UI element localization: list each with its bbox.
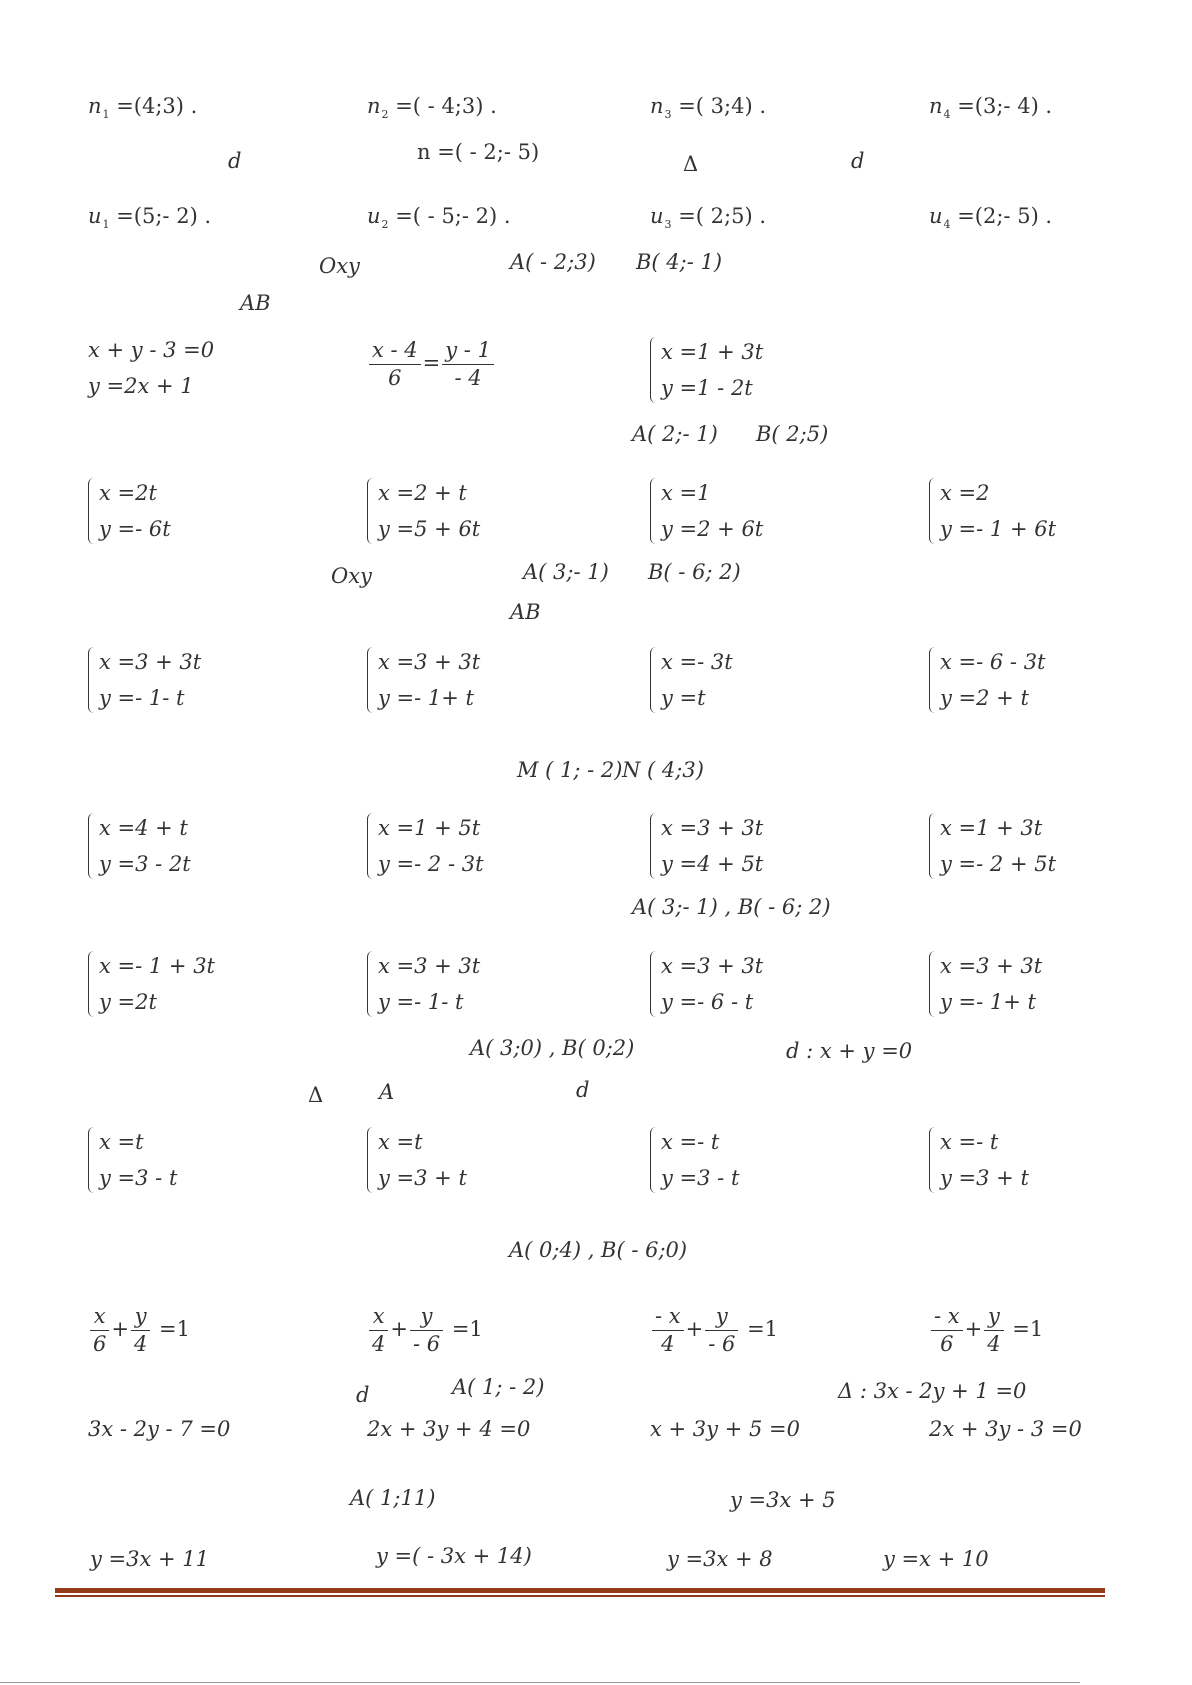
q6-option-c: x =3 + 3t y =4 + 5t (650, 810, 763, 882)
q10-option-c: x + 3y + 5 =0 (650, 1417, 800, 1441)
q6-option-d: x =1 + 3t y =- 2 + 5t (929, 810, 1056, 882)
footer-rule-thin (55, 1595, 1105, 1597)
fraction: $\frac{x}{6}$ (90, 1306, 109, 1355)
q2-normal-vector: n =( - 2;- 5) (417, 140, 540, 164)
q3-option-c: x =1 + 3t y =1 - 2t (650, 334, 763, 406)
q9-option-d: $\frac{- x}{6}$ + $\frac{y}{4}$ =1 (929, 1306, 1043, 1355)
page-bottom-line (0, 1682, 1080, 1683)
q11-line: y =3x + 5 (730, 1488, 836, 1512)
q8-option-a: x =t y =3 - t (88, 1124, 177, 1196)
option-n4: $n_4$ =(3;- 4) . (929, 94, 1053, 121)
q2-delta: Δ (683, 152, 699, 176)
q6-point-n: N ( 4;3) (622, 758, 704, 782)
q9-option-b: $\frac{x}{4}$ + $\frac{y}{- 6}$ =1 (367, 1306, 483, 1355)
q6-point-m: M ( 1; - 2) (517, 758, 623, 782)
q3-point-a: A( - 2;3) (510, 250, 596, 274)
q7-option-c: x =3 + 3t y =- 6 - t (650, 948, 763, 1020)
q3-segment-ab: AB (240, 291, 271, 315)
q5-option-d: x =- 6 - 3t y =2 + t (929, 644, 1046, 716)
option-n1: $n_1$ =(4;3) . (88, 94, 198, 121)
q8-delta: Δ (308, 1083, 324, 1107)
q11-option-c: y =3x + 8 (667, 1547, 773, 1571)
option-u4: $u_4$ =(2;- 5) . (929, 204, 1053, 231)
q4-option-a: x =2t y =- 6t (88, 475, 171, 547)
q10-option-b: 2x + 3y + 4 =0 (367, 1417, 531, 1441)
fraction: $\frac{y}{- 6}$ (705, 1306, 738, 1355)
option-n3: $n_3$ =( 3;4) . (650, 94, 767, 121)
option-u2: $u_2$ =( - 5;- 2) . (367, 204, 511, 231)
q3-option-b: $\frac{x - 4}{6}$ = $\frac{y - 1}{- 4}$ (367, 340, 496, 389)
q4-point-b: B( 2;5) (756, 422, 829, 446)
fraction: $\frac{y - 1}{- 4}$ (442, 340, 494, 389)
q6-option-a: x =4 + t y =3 - 2t (88, 810, 191, 882)
q7-option-d: x =3 + 3t y =- 1+ t (929, 948, 1042, 1020)
q9-option-c: $\frac{- x}{4}$ + $\frac{y}{- 6}$ =1 (650, 1306, 778, 1355)
fraction: $\frac{y}{4}$ (131, 1306, 150, 1355)
q8-option-c: x =- t y =3 - t (650, 1124, 739, 1196)
option-u3: $u_3$ =( 2;5) . (650, 204, 767, 231)
q5-option-a: x =3 + 3t y =- 1- t (88, 644, 201, 716)
q10-option-a: 3x - 2y - 7 =0 (88, 1417, 231, 1441)
q5-option-b: x =3 + 3t y =- 1+ t (367, 644, 480, 716)
fraction: $\frac{x}{4}$ (369, 1306, 388, 1355)
q2-line-d: d (228, 149, 242, 173)
q2-line-d2: d (851, 149, 865, 173)
q9-option-a: $\frac{x}{6}$ + $\frac{y}{4}$ =1 (88, 1306, 190, 1355)
q9-points: A( 0;4) , B( - 6;0) (509, 1238, 688, 1262)
q8-option-d: x =- t y =3 + t (929, 1124, 1029, 1196)
q3-point-b: B( 4;- 1) (636, 250, 723, 274)
option-n2: $n_2$ =( - 4;3) . (367, 94, 497, 121)
q4-option-b: x =2 + t y =5 + 6t (367, 475, 480, 547)
q5-option-c: x =- 3t y =t (650, 644, 733, 716)
q11-option-d: y =x + 10 (883, 1547, 989, 1571)
q4-option-d: x =2 y =- 1 + 6t (929, 475, 1056, 547)
fraction: $\frac{y}{- 6}$ (410, 1306, 443, 1355)
q8-line-d: d : x + y =0 (786, 1039, 913, 1063)
q5-point-a: A( 3;- 1) (523, 560, 609, 584)
q5-point-b: B( - 6; 2) (648, 560, 741, 584)
q8-points: A( 3;0) , B( 0;2) (470, 1036, 635, 1060)
q8-option-b: x =t y =3 + t (367, 1124, 467, 1196)
q3-option-a-line2: y =2x + 1 (88, 374, 194, 398)
q7-option-a: x =- 1 + 3t y =2t (88, 948, 215, 1020)
fraction: $\frac{- x}{4}$ (652, 1306, 684, 1355)
q5-segment-ab: AB (510, 600, 541, 624)
q10-point-a: A( 1; - 2) (452, 1375, 545, 1399)
q8-d: d (576, 1078, 590, 1102)
q8-point-a: A (379, 1080, 395, 1104)
q11-option-a: y =3x + 11 (90, 1547, 210, 1571)
option-u1: $u_1$ =(5;- 2) . (88, 204, 212, 231)
footer-rule-thick (55, 1588, 1105, 1593)
fraction: $\frac{y}{4}$ (984, 1306, 1003, 1355)
q4-point-a: A( 2;- 1) (632, 422, 718, 446)
q11-point-a: A( 1;11) (350, 1486, 436, 1510)
q11-option-b: y =( - 3x + 14) (376, 1544, 532, 1568)
fraction: $\frac{- x}{6}$ (931, 1306, 963, 1355)
q5-oxy: Oxy (331, 564, 372, 588)
q7-option-b: x =3 + 3t y =- 1- t (367, 948, 480, 1020)
q3-oxy: Oxy (319, 254, 360, 278)
q7-points: A( 3;- 1) , B( - 6; 2) (632, 895, 831, 919)
q6-option-b: x =1 + 5t y =- 2 - 3t (367, 810, 484, 882)
fraction: $\frac{x - 4}{6}$ (369, 340, 421, 389)
q10-option-d: 2x + 3y - 3 =0 (929, 1417, 1082, 1441)
q10-line-d: d (356, 1383, 370, 1407)
q4-option-c: x =1 y =2 + 6t (650, 475, 763, 547)
q10-delta-line: Δ : 3x - 2y + 1 =0 (838, 1379, 1027, 1403)
q3-option-a-line1: x + y - 3 =0 (88, 338, 215, 362)
